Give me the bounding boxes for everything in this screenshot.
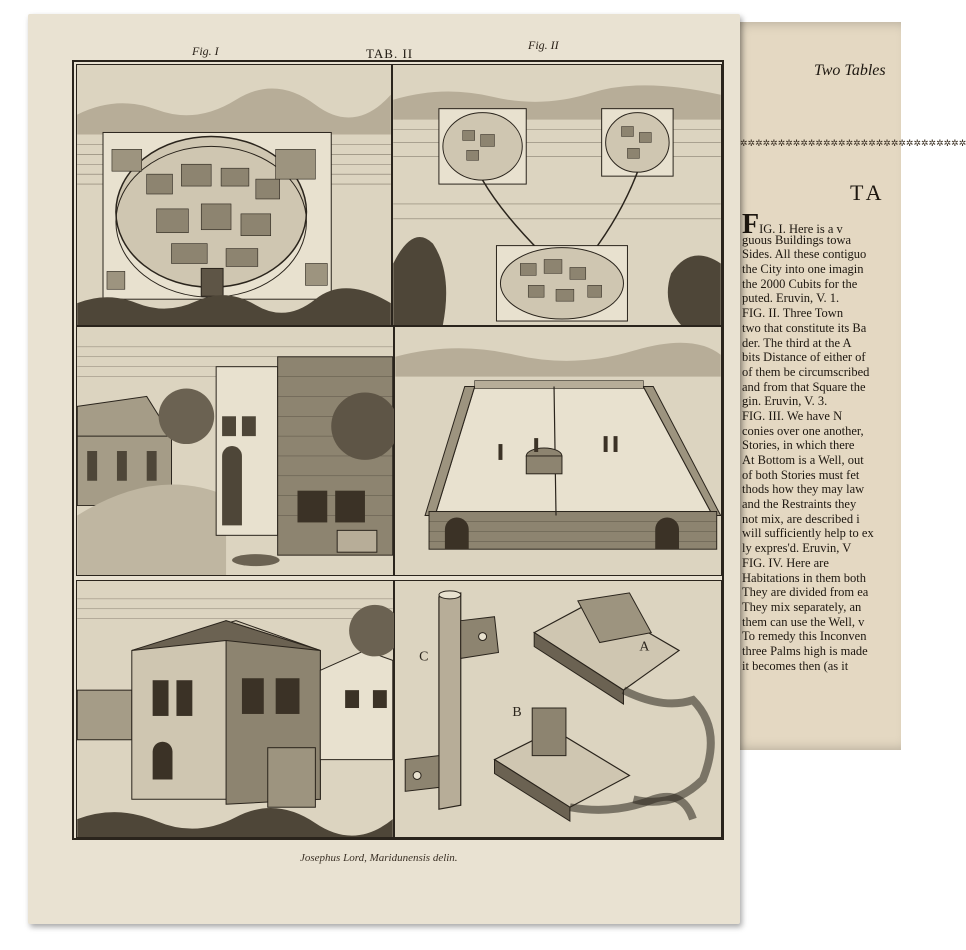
mark-c: C (419, 649, 429, 665)
drop-cap: F (742, 209, 760, 240)
fig-3-panel (76, 326, 394, 576)
text-line: Habitations in them both (742, 570, 866, 585)
right-text-page (730, 22, 966, 750)
text-line: FIG. I. Here is a v (742, 209, 843, 240)
text-line: puted. Eruvin, V. 1. (742, 291, 840, 306)
text-line: FIG. III. We have N (742, 408, 843, 423)
fig-4-panel (394, 326, 722, 576)
text-line: of both Stories must fet (742, 467, 860, 482)
text-line: and the Restraints they (742, 497, 857, 512)
text-line: not mix, are described i (742, 511, 860, 526)
text-line: Sides. All these contiguo (742, 247, 867, 262)
engraver-credit: Josephus Lord, Maridunensis delin. (300, 852, 458, 864)
fig-4-engraving (395, 327, 721, 575)
text-line: bits Distance of either of (742, 350, 866, 365)
text-line: They mix separately, an (742, 599, 862, 614)
text-line: two that constitute its Ba (742, 320, 867, 335)
fig-1-engraving (77, 65, 391, 325)
plate-title: TAB. II (366, 46, 414, 61)
fig-label-1: Fig. I (192, 44, 219, 58)
text-line: it becomes then (as it (742, 658, 849, 673)
fig-3-engraving (77, 327, 393, 575)
text-line: three Palms high is made (742, 643, 868, 658)
fig-label-2: Fig. II (528, 38, 559, 52)
fig-6-panel (394, 580, 722, 838)
ornament-rule: ✲✲✲✲✲✲✲✲✲✲✲✲✲✲✲✲✲✲✲✲✲✲✲✲✲✲✲✲✲✲ (740, 138, 966, 148)
fig-5-panel (76, 580, 394, 838)
text-line: guous Buildings towa (742, 232, 852, 247)
text-line: FIG. IV. Here are (742, 555, 829, 570)
text-line: To remedy this Inconven (742, 629, 867, 644)
running-head: Two Tables (814, 62, 886, 79)
text-line: They are divided from ea (742, 585, 869, 600)
mark-a: A (639, 639, 650, 655)
fig-2-panel (392, 64, 722, 326)
text-line: the 2000 Cubits for the (742, 276, 858, 291)
text-line: of them be circumscribed (742, 364, 870, 379)
text-line: FIG. II. Three Town (742, 306, 844, 321)
text-line: them can use the Well, v (742, 614, 865, 629)
fig-5-engraving (77, 581, 393, 837)
text-line: ly expres'd. Eruvin, V (742, 541, 852, 556)
text-line: Stories, in which there (742, 438, 855, 453)
mark-b: B (512, 704, 522, 720)
text-line: At Bottom is a Well, out (742, 453, 864, 467)
text-line: gin. Eruvin, V. 3. (742, 394, 828, 409)
fig-1-panel (76, 64, 392, 326)
text-line: conies over one another, (742, 423, 864, 438)
text-line: der. The third at the A (742, 335, 852, 350)
section-heading: TA (850, 180, 886, 205)
text-line: will sufficiently help to ex (742, 526, 874, 541)
text-line: and from that Square the (742, 379, 866, 394)
body-text (742, 209, 922, 673)
text-line: the City into one imagin (742, 262, 864, 277)
fig-2-engraving (393, 65, 721, 325)
text-line: thods how they may law (742, 482, 865, 497)
fig-6-engraving (395, 581, 721, 837)
